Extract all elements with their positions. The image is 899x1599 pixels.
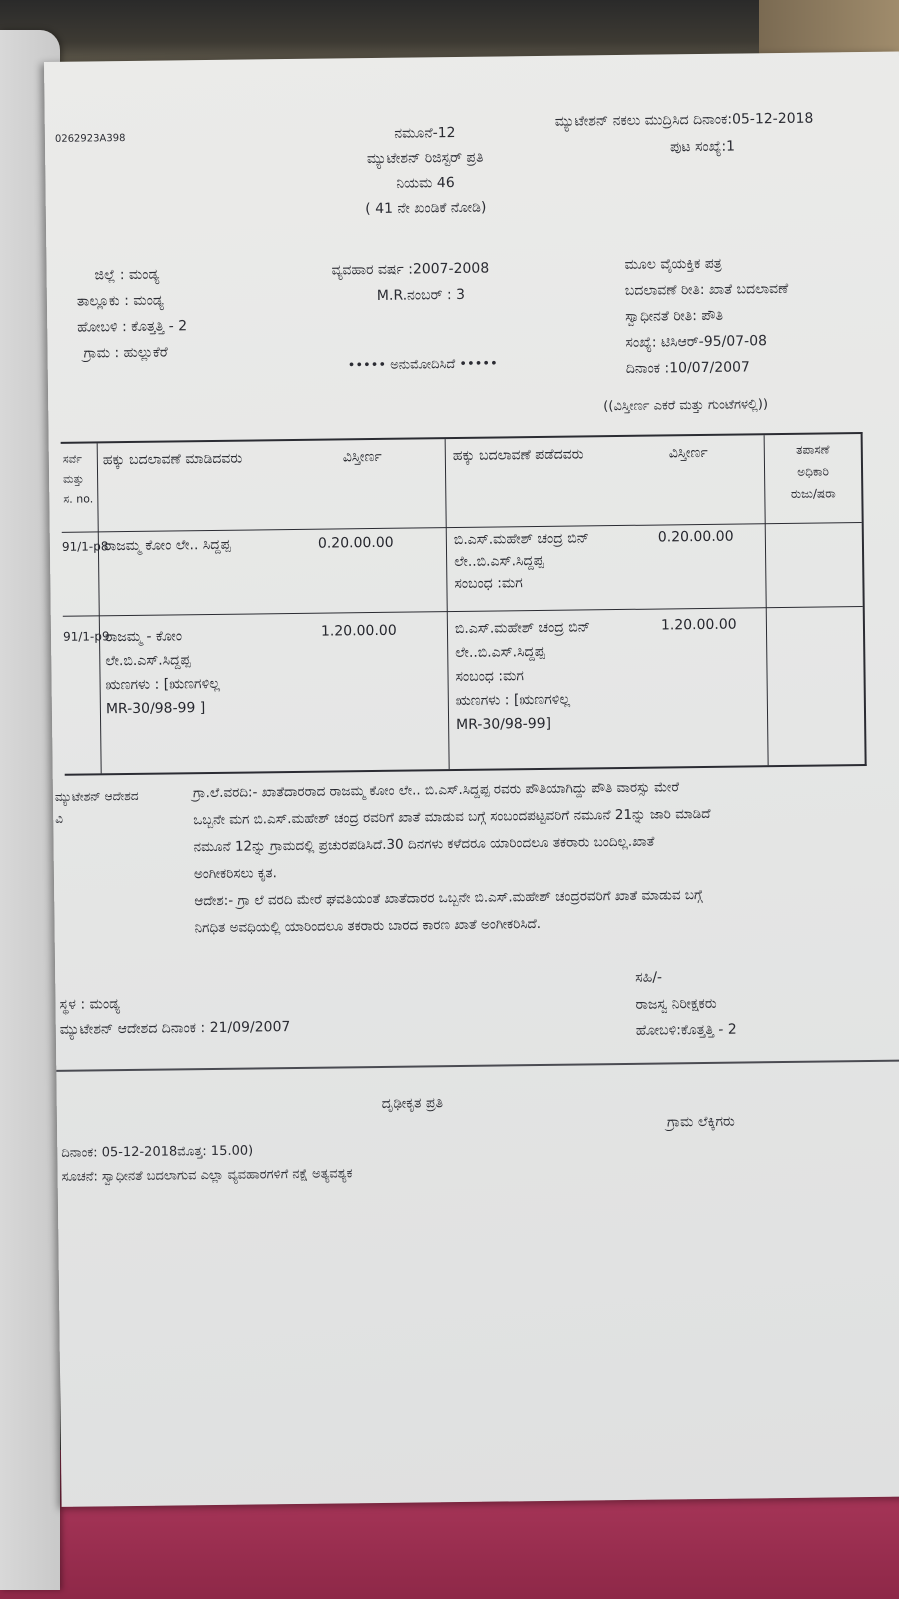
order-line-3: ನಮೂನೆ 12ನ್ನು ಗ್ರಾಮದಲ್ಲಿ ಪ್ರಚುರಪಡಿಸಿದೆ.30 ದಿನಗಳು ಕಳೆದರೂ ಯಾರಿಂದಲೂ ತಕರಾರು ಬಂದಿಲ್ಲ.ಖಾತೆ — [193, 833, 655, 856]
document-id: 0262923A398 — [54, 133, 126, 145]
hobli: ಹೋಬಳಿ : ಕೊತ್ತತ್ತಿ - 2 — [77, 318, 188, 336]
original-document: ಮೂಲ ವೈಯಕ್ತಿಕ ಪತ್ರ — [624, 255, 722, 273]
order-line-5: ಆದೇಶ:- ಗ್ರಾ ಲೆ ವರದಿ ಮೇರೆ ಘವತಿಯಂತೆ ಖಾತೆದಾರರ ಒಬ್ಬನೇ ಬಿ.ಎಸ್.ಮಹೇಶ್ ಚಂದ್ರರವರಿಗೆ ಖಾತೆ ಮಾಡುವ ಬಗ್ಗೆ — [194, 887, 703, 910]
area-unit-note: ((ವಿಸ್ತೀರ್ಣ ಎಕರೆ ಮತ್ತು ಗುಂಟೆಗಳಲ್ಲಿ)) — [603, 397, 769, 415]
row1-to-party: ಬಿ.ಎಸ್.ಮಹೇಶ್ ಚಂದ್ರ ಬಿನ್ ಲೇ..ಬಿ.ಎಸ್.ಸಿದ್ದಪ್ಪ ಸಂಬಂಧ :ಮಗ — [453, 530, 590, 593]
rule-number: ನಿಯಮ 46 — [396, 174, 455, 192]
order-date: ಮ್ಯುಟೇಶನ್ ಆದೇಶದ ದಿನಾಂಕ : 21/09/2007 — [59, 1019, 291, 1038]
row1-survey: 91/1-p8 — [61, 539, 109, 554]
form-number: ನಮೂನೆ-12 — [394, 124, 456, 142]
header-from-party: ಹಕ್ಕು ಬದಲಾವಣೆ ಮಾಡಿದವರು — [102, 450, 243, 469]
order-line-6: ನಿಗಧಿತ ಅವಧಿಯಲ್ಲಿ ಯಾರಿಂದಲೂ ತಕರಾರು ಬಾರದ ಕಾರಣ ಖಾತೆ ಅಂಗೀಕರಿಸಿದೆ. — [194, 915, 542, 937]
form-title: ಮ್ಯುಟೇಶನ್ ರಿಜಿಸ್ಟರ್ ಪ್ರತಿ — [366, 149, 484, 168]
reference-date: ದಿನಾಂಕ :10/07/2007 — [625, 359, 751, 377]
page-number: ಪುಟ ಸಂಖ್ಯೆ:1 — [669, 138, 736, 156]
header-from-area: ವಿಸ್ತೀರ್ಣ — [342, 448, 382, 466]
mr-number: M.R.ನಂಬರ್ : 3 — [376, 286, 466, 304]
reference-number: ಸಂಖ್ಯೆ: ಟಿಸಿಆರ್-95/07-08 — [625, 333, 768, 351]
mutation-register-paper — [44, 52, 899, 1507]
header-officer: ತಪಾಸಣೆ ಅಧಿಕಾರಿ ರುಜು/ಷರಾ — [790, 442, 836, 501]
header-survey: ಸರ್ವೆ ಮತ್ತು ಸ. no. — [62, 452, 94, 506]
approval-status: ••••• ಅನುಮೋದಿಸಿದೆ ••••• — [347, 356, 498, 374]
district: ಜಿಲ್ಲೆ : ಮಂಡ್ಯ — [94, 266, 160, 284]
row2-from-area: 1.20.00.00 — [320, 622, 397, 640]
change-type: ಬದಲಾವಣೆ ರೀತಿ: ಖಾತೆ ಬದಲಾವಣೆ — [624, 280, 789, 299]
header-to-party: ಹಕ್ಕು ಬದಲಾವಣೆ ಪಡೆದವರು — [452, 446, 584, 465]
signature-mark: ಸಹಿ/- — [635, 969, 663, 986]
rule-reference: ( 41 ನೇ ಖಂಡಿಕೆ ನೋಡಿ) — [365, 199, 487, 218]
row2-from-party: ರಾಜಮ್ಮ - ಕೋಂ ಲೇ.ಬಿ.ಎಸ್.ಸಿದ್ದಪ್ಪ ಋಣಗಳು : [ಋಣಗಳಿಲ್ಲ MR-30/98-99 ] — [104, 628, 221, 718]
row2-to-area: 1.20.00.00 — [660, 616, 737, 634]
row1-from-party: ರಾಜಮ್ಮ ಕೋಂ ಲೇ.. ಸಿದ್ದಪ್ಪ — [103, 536, 231, 555]
revenue-inspector: ರಾಜಸ್ವ ನಿರೀಕ್ಷಕರು — [635, 995, 717, 1013]
mutation-table — [61, 432, 867, 776]
village-accountant: ಗ್ರಾಮ ಲೆಕ್ಕಿಗರು — [666, 1113, 735, 1131]
order-label: ಮ್ಯುಟೇಶನ್ ಆದೇಶದ ವಿ — [54, 788, 139, 826]
transaction-year: ವ್ಯವಹಾರ ವರ್ಷ :2007-2008 — [331, 260, 490, 279]
taluk: ತಾಲ್ಲೂಕು : ಮಂಡ್ಯ — [76, 292, 164, 310]
certified-date: ದಿನಾಂಕ: 05-12-2018ಮೊತ್ತ: 15.00) — [61, 1143, 254, 1161]
place: ಸ್ಥಳ : ಮಂಡ್ಯ — [59, 996, 121, 1013]
print-date: ಮ್ಯುಟೇಶನ್ ನಕಲು ಮುದ್ರಿಸಿದ ದಿನಾಂಕ:05-12-2018 — [554, 110, 814, 130]
order-line-1: ಗ್ರಾ.ಲೆ.ವರದಿ:- ಖಾತೆದಾರರಾದ ರಾಜಮ್ಮ ಕೋಂ ಲೇ.. ಬಿ.ಎಸ್.ಸಿದ್ದಪ್ಪ ರವರು ಪೌತಿಯಾಗಿದ್ದು ಪೌತಿ ವಾರಸ್ಸು ಮೇರೆ — [192, 779, 680, 802]
village: ಗ್ರಾಮ : ಹುಲ್ಲುಕೆರೆ — [83, 344, 168, 362]
row2-to-party: ಬಿ.ಎಸ್.ಮಹೇಶ್ ಚಂದ್ರ ಬಿನ್ ಲೇ..ಬಿ.ಎಸ್.ಸಿದ್ದಪ್ಪ ಸಂಬಂಧ :ಮಗ ಋಣಗಳು : [ಋಣಗಳಿಲ್ಲ MR-30/98-99] — [454, 619, 591, 734]
order-line-4: ಅಂಗೀಕರಿಸಲು ಕೃತ. — [193, 865, 277, 883]
row2-survey: 91/1-p9 — [62, 629, 110, 644]
row1-to-area: 0.20.00.00 — [657, 528, 734, 546]
officer-hobli: ಹೋಬಳಿ:ಕೊತ್ತತ್ತಿ - 2 — [635, 1021, 737, 1039]
row1-from-area: 0.20.00.00 — [317, 534, 394, 552]
ownership-type: ಸ್ವಾಧೀನತೆ ರೀತಿ: ಪೌತಿ — [625, 307, 724, 325]
header-to-area: ವಿಸ್ತೀರ್ಣ — [668, 444, 708, 462]
order-text — [193, 774, 712, 942]
sketch-note: ಸೂಚನೆ: ಸ್ವಾಧೀನತೆ ಬದಲಾಗುವ ಎಲ್ಲಾ ವ್ಯವಹಾರಗಳಿಗೆ ನಕ್ಷೆ ಅತ್ಯವಶ್ಯಕ — [61, 1166, 353, 1185]
certified-copy: ದೃಢೀಕೃತ ಪ್ರತಿ — [381, 1095, 444, 1112]
order-line-2: ಒಬ್ಬನೇ ಮಗ ಬಿ.ಎಸ್.ಮಹೇಶ್ ಚಂದ್ರ ರವರಿಗೆ ಖಾತೆ ಮಾಡುವ ಬಗ್ಗೆ ಸಂಬಂದಪಟ್ಟವರಿಗೆ ನಮೂನೆ 21ನ್ನು ಜಾರಿ ಮಾಡಿದೆ — [193, 805, 711, 829]
divider — [56, 1059, 899, 1071]
